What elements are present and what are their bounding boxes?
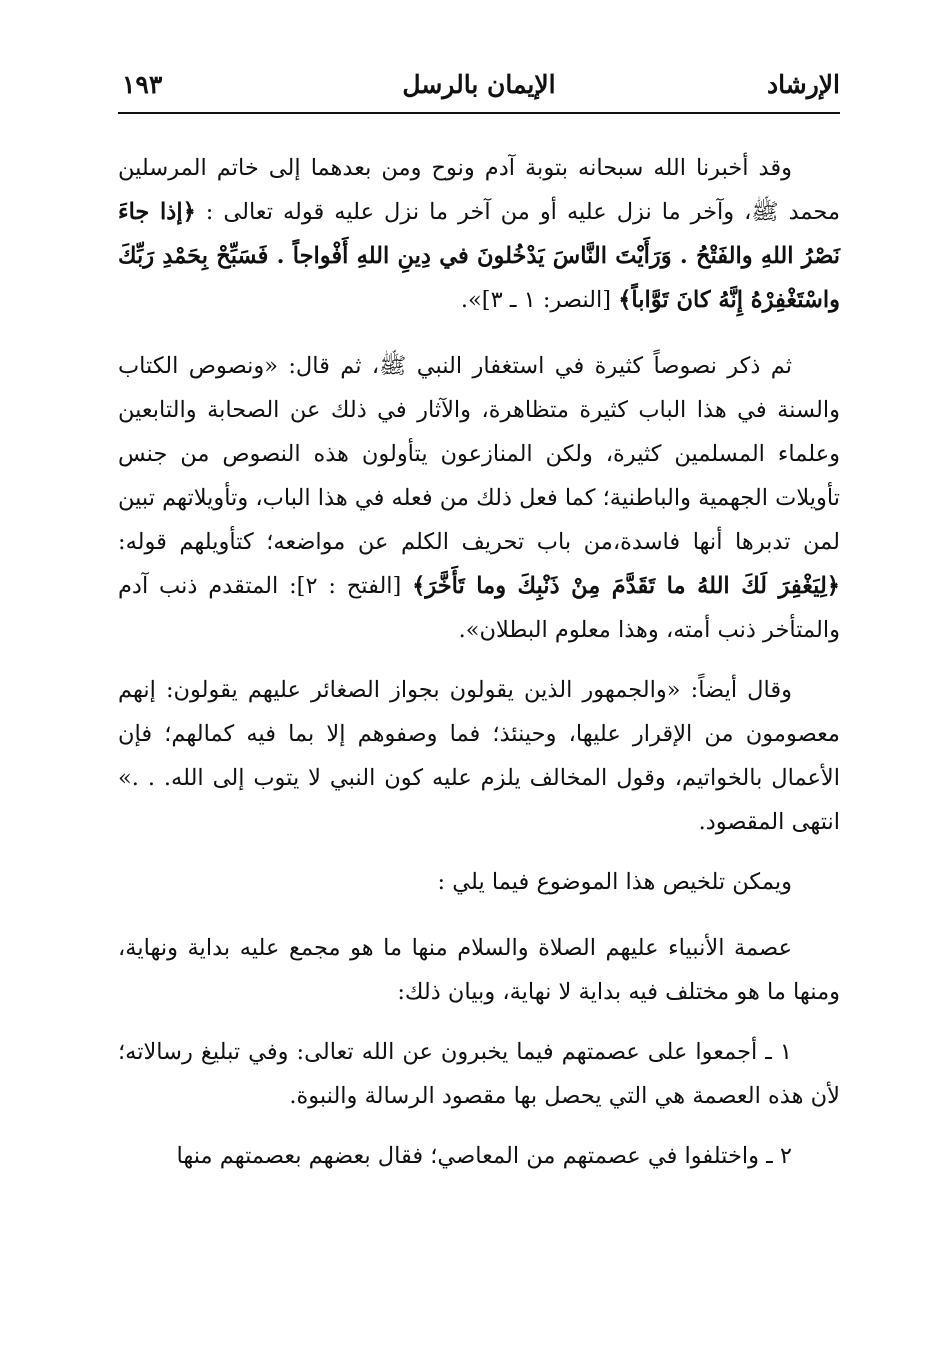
book-title: الإرشاد (767, 70, 840, 99)
paragraph-summary-intro: ويمكن تلخيص هذا الموضوع فيما يلي : (437, 869, 792, 895)
quran-quote: ﴿لِيَغْفِرَ لَكَ اللهُ ما تَقَدَّمَ مِنْ ذَنْبِكَ وما تَأَخَّرَ﴾ (412, 573, 840, 599)
paragraph-jumhur: وقال أيضاً: «والجمهور الذين يقولون بجواز الصغائر عليهم يقولون: إنهم معصومون من الإقرار عليها، وحينئذ؛ فما وصفوهم إلا بما فيه كمالهم؛ فإن الأعمال بالخواتيم، وقول المخالف يلزم عليه كون النبي لا يتوب إلى الله. . .» انتهى المقصود. (118, 677, 840, 835)
paragraph-text: ثم ذكر نصوصاً كثيرة في استغفار النبي ﷺ، ثم قال: «ونصوص الكتاب والسنة في هذا الباب كثيرة متظاهرة، والآثار في ذلك عن الصحابة والتابعين وعلماء المسلمين كثيرة، ولكن المنازعون يتأولون هذه النصوص من جنس تأويلات الجهمية والباطنية؛ كما فعل ذلك من فعله في هذا الباب، وتأويلاتهم تبين لمن تدبرها أنها فاسدة،من باب تحريف الكلم عن مواضعه؛ كتأويلهم قوله: (118, 353, 840, 555)
paragraph-repentance (118, 146, 840, 322)
page-number: ١٩٣ (122, 70, 163, 99)
chapter-title: الإيمان بالرسل (402, 70, 556, 99)
list-item-2: ٢ ـ واختلفوا في عصمتهم من المعاصي؛ فقال بعضهم بعصمتهم منها (176, 1143, 792, 1169)
list-item-1: ١ ـ أجمعوا على عصمتهم فيما يخبرون عن الله تعالى: وفي تبليغ رسالاته؛ لأن هذه العصمة هي التي يحصل بها مقصود الرسالة والنبوة. (118, 1039, 840, 1109)
quran-quote: ﴿إذا جاءَ نَصْرُ اللهِ والفَتْحُ . وَرَأَيْتَ النَّاسَ يَدْخُلونَ في دِينِ اللهِ أَفْواجاً . فَسَبِّحْ بِحَمْدِ رَبِّكَ واسْتَغْفِرْهُ إِنَّهُ كانَ تَوَّاباً﴾ (118, 199, 840, 313)
page-body (118, 146, 840, 1178)
running-header (118, 62, 840, 114)
paragraph-istighfar (118, 344, 840, 652)
paragraph-text: وقد أخبرنا الله سبحانه بتوبة آدم ونوح ومن بعدهما إلى خاتم المرسلين محمد ﷺ، وآخر ما نزل عليه أو من آخر ما نزل عليه قوله تعالى : (118, 155, 840, 225)
paragraph-ismah: عصمة الأنبياء عليهم الصلاة والسلام منها ما هو مجمع عليه بداية ونهاية، ومنها ما هو مختلف فيه بداية لا نهاية، وبيان ذلك: (118, 935, 840, 1005)
book-page (118, 62, 840, 1312)
quran-reference: [النصر: ١ ـ ٣]». (460, 287, 619, 313)
quran-reference: [الفتح : ٢]: المتقدم ذنب آدم والمتأخر ذنب أمته، وهذا معلوم البطلان». (118, 573, 840, 643)
